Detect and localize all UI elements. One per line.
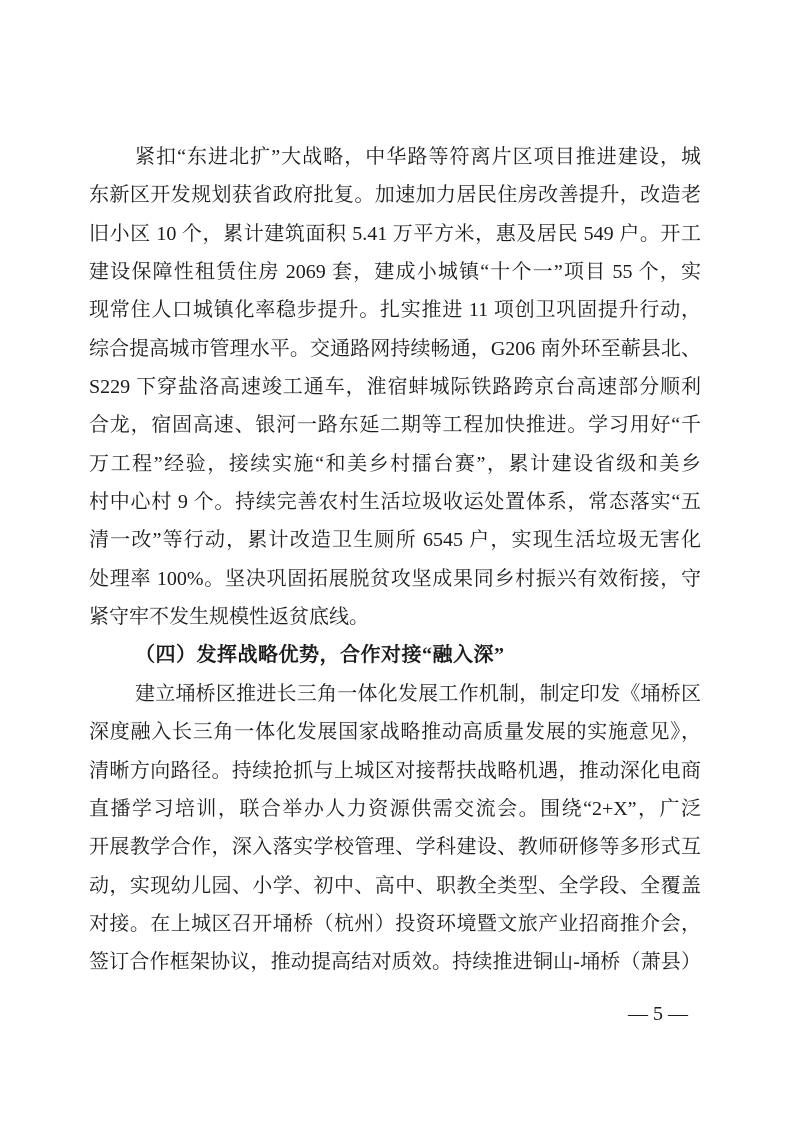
text-line: 对接。在上城区召开埇桥（杭州）投资环境暨文旅产业招商推介会， bbox=[89, 912, 701, 935]
text-line: 直播学习培训，联合举办人力资源供需交流会。围绕“2+X”，广泛 bbox=[89, 797, 701, 820]
text-line: 东新区开发规划获省政府批复。加速加力居民住房改善提升，改造老 bbox=[89, 184, 701, 207]
text-line: 村中心村 9 个。持续完善农村生活垃圾收运处置体系，常态落实“五 bbox=[89, 491, 701, 514]
text-line: 清一改”等行动，累计改造卫生厕所 6545 户，实现生活垃圾无害化 bbox=[89, 529, 701, 552]
text-line: 紧守牢不发生规模性返贫底线。 bbox=[89, 606, 369, 629]
section-heading: （四）发挥战略优势，合作对接“融入深” bbox=[135, 644, 505, 667]
text-line: 建设保障性租赁住房 2069 套，建成小城镇“十个一”项目 55 个，实 bbox=[89, 261, 701, 284]
text-line: 清晰方向路径。持续抢抓与上城区对接帮扶战略机遇，推动深化电商 bbox=[89, 759, 701, 782]
document-body bbox=[89, 138, 701, 982]
text-line: 深度融入长三角一体化发展国家战略推动高质量发展的实施意见》， bbox=[89, 721, 701, 744]
text-line: 动，实现幼儿园、小学、初中、高中、职教全类型、全学段、全覆盖 bbox=[89, 874, 701, 897]
text-line: S229 下穿盐洛高速竣工通车，淮宿蚌城际铁路跨京台高速部分顺利 bbox=[89, 376, 701, 399]
text-line: 万工程”经验，接续实施“和美乡村擂台赛”，累计建设省级和美乡 bbox=[89, 452, 701, 475]
text-line: 开展教学合作，深入落实学校管理、学科建设、教师研修等多形式互 bbox=[89, 836, 701, 859]
text-line: 处理率 100%。坚决巩固拓展脱贫攻坚成果同乡村振兴有效衔接，守 bbox=[89, 567, 701, 590]
text-line: 旧小区 10 个，累计建筑面积 5.41 万平方米，惠及居民 549 户。开工 bbox=[89, 222, 701, 245]
text-line: 紧扣“东进北扩”大战略，中华路等符离片区项目推进建设，城 bbox=[135, 146, 701, 168]
text-line: 现常住人口城镇化率稳步提升。扎实推进 11 项创卫巩固提升行动， bbox=[89, 299, 701, 322]
text-line: 综合提高城市管理水平。交通路网持续畅通，G206 南外环至蕲县北、 bbox=[89, 337, 701, 360]
text-line: 建立埇桥区推进长三角一体化发展工作机制，制定印发《埇桥区 bbox=[135, 682, 701, 705]
page-number: — 5 — bbox=[628, 1003, 688, 1025]
text-line: 签订合作框架协议，推动提高结对质效。持续推进铜山-埇桥（萧县） bbox=[89, 951, 701, 974]
text-line: 合龙，宿固高速、银河一路东延二期等工程加快推进。学习用好“千 bbox=[89, 414, 701, 437]
